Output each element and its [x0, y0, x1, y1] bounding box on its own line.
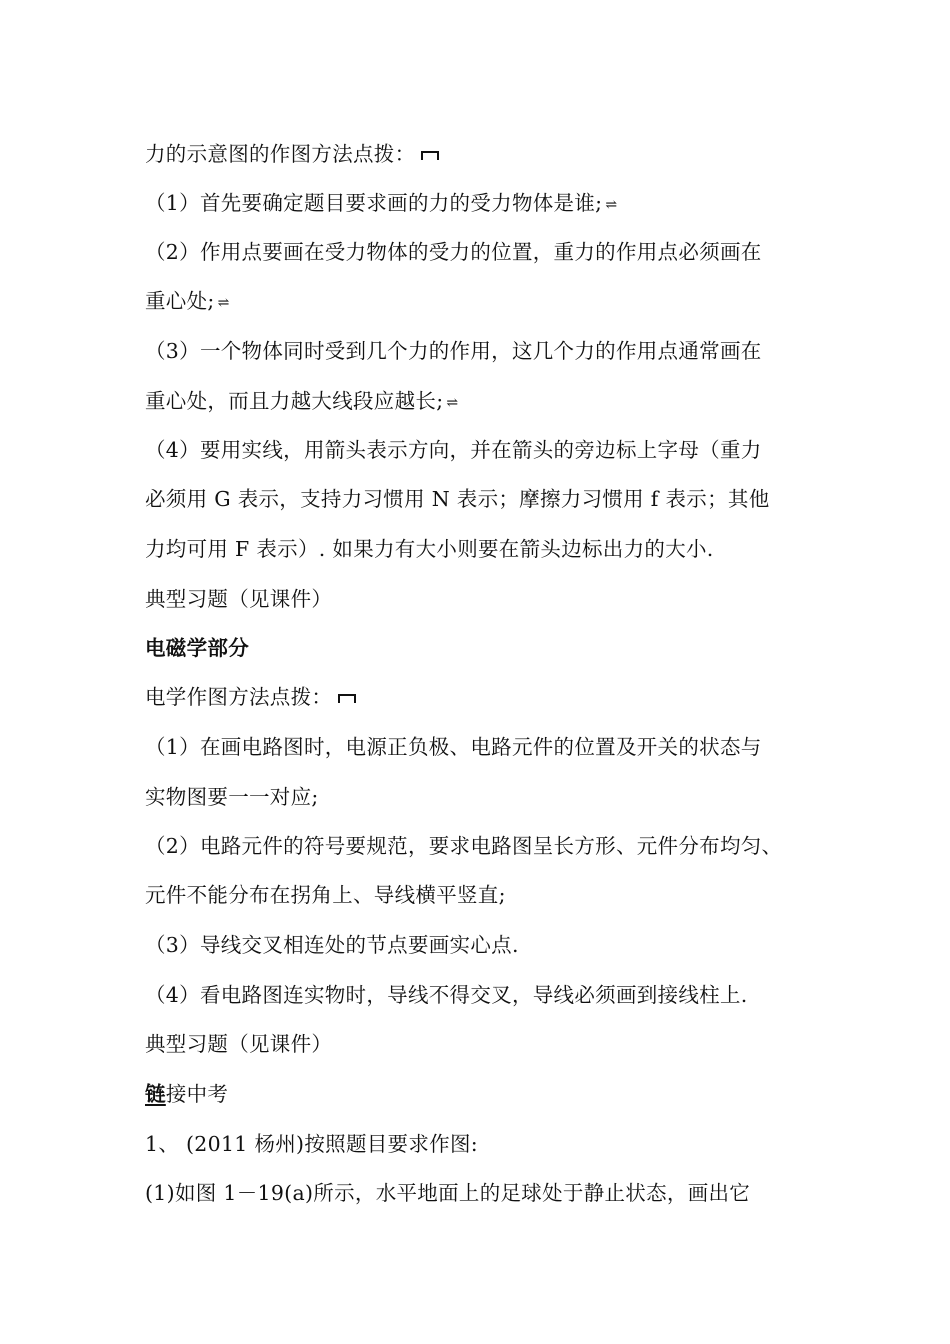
question-1-title: 1、 (2011 杨州)按照题目要求作图: [145, 1132, 478, 1156]
return-mark-icon: ⇌ [446, 394, 459, 411]
typical-exercises-1: 典型习题（见课件） [145, 587, 333, 611]
force-step-3-line-1: （3）一个物体同时受到几个力的作用，这几个力的作用点通常画在 [145, 339, 762, 363]
electric-method-heading: 电学作图方法点拨： [145, 683, 356, 711]
force-step-3-line-2: 重心处，而且力越大线段应越长; ⇌ [145, 387, 458, 417]
force-step-2-line-1: （2）作用点要画在受力物体的受力的位置，重力的作用点必须画在 [145, 240, 762, 264]
electric-step-2-line-1: （2）电路元件的符号要规范，要求电路图呈长方形、元件分布均匀、 [145, 834, 783, 858]
exam-link-heading: 链接中考 [145, 1082, 229, 1106]
paragraph-mark-icon [421, 151, 439, 160]
electric-step-3: （3）导线交叉相连处的节点要画实心点. [145, 933, 519, 957]
electric-step-4: （4）看电路图连实物时，导线不得交叉，导线必须画到接线柱上. [145, 983, 748, 1007]
electric-step-1-line-1: （1）在画电路图时，电源正负极、电路元件的位置及开关的状态与 [145, 735, 762, 759]
force-step-4-line-2: 必须用 G 表示，支持力习惯用 N 表示；摩擦力习惯用 f 表示；其他 [145, 487, 770, 511]
return-mark-icon: ⇌ [605, 196, 618, 213]
force-step-4-line-1: （4）要用实线，用箭头表示方向，并在箭头的旁边标上字母（重力 [145, 438, 762, 462]
return-mark-icon: ⇌ [217, 294, 230, 311]
force-step-1: （1）首先要确定题目要求画的力的受力物体是谁; ⇌ [145, 189, 617, 219]
force-method-heading: 力的示意图的作图方法点拨： [145, 140, 439, 168]
force-step-2-line-2: 重心处; ⇌ [145, 287, 230, 317]
electric-step-1-line-2: 实物图要一一对应; [145, 785, 319, 809]
question-1-part-1: (1)如图 1－19(a)所示，水平地面上的足球处于静止状态，画出它 [145, 1181, 751, 1205]
force-step-4-line-3: 力均可用 F 表示）. 如果力有大小则要在箭头边标出力的大小. [145, 537, 714, 561]
electromagnetism-section-title: 电磁学部分 [145, 636, 249, 660]
electric-step-2-line-2: 元件不能分布在拐角上、导线横平竖直; [145, 883, 506, 907]
typical-exercises-2: 典型习题（见课件） [145, 1032, 333, 1056]
paragraph-mark-icon [338, 694, 356, 703]
